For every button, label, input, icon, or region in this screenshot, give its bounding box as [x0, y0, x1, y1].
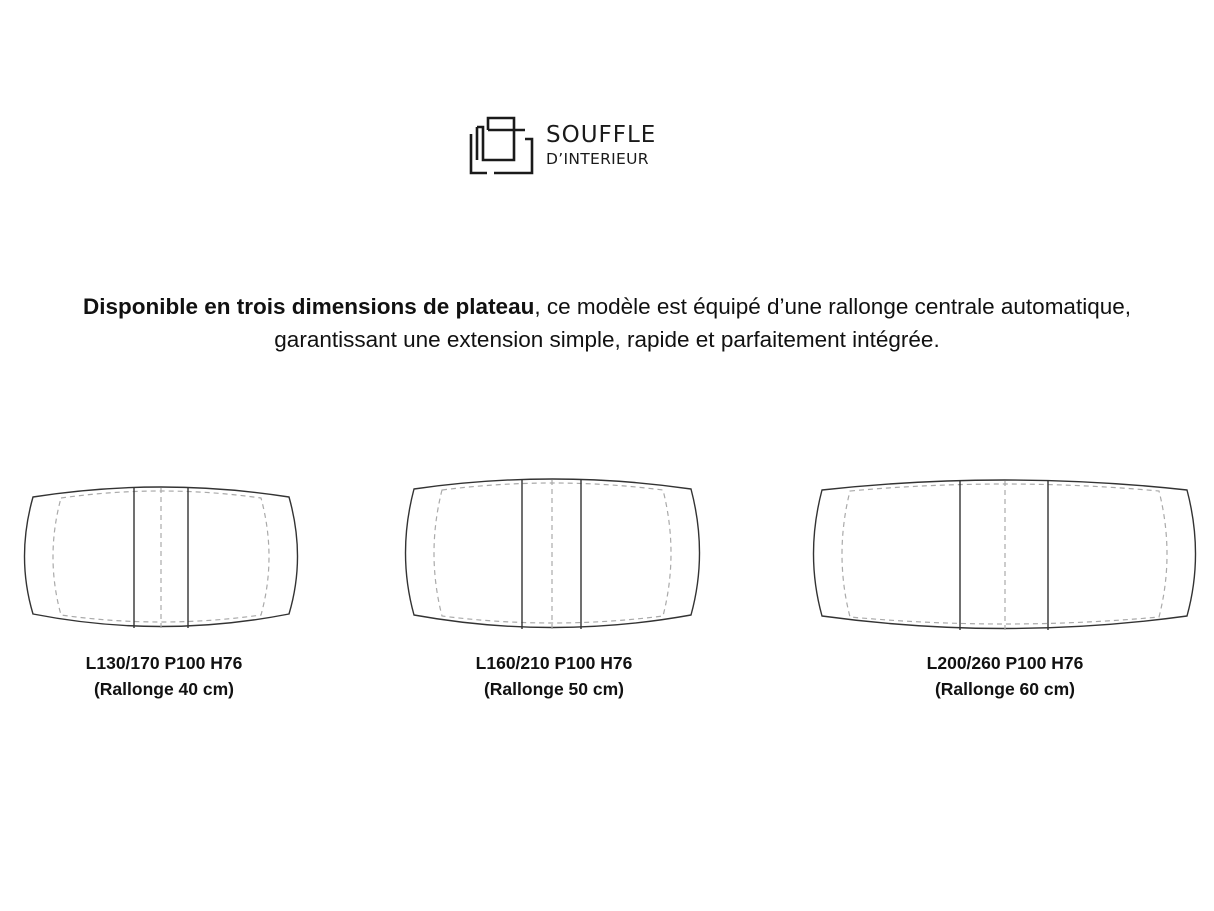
table-1-extension: (Rallonge 40 cm)	[93, 679, 235, 699]
table-3-label	[855, 650, 1155, 702]
brand-name: SOUFFLE	[546, 122, 657, 148]
intro-bold: Disponible en trois dimensions de plateau	[83, 294, 535, 319]
table-1-label	[14, 650, 314, 702]
brand-subname: D’INTERIEUR	[546, 150, 649, 168]
table-1-dims: L130/170 P100 H76	[85, 653, 243, 673]
table-2-label	[404, 650, 704, 702]
table-3-extension: (Rallonge 60 cm)	[934, 679, 1076, 699]
table-2-dims: L160/210 P100 H76	[475, 653, 633, 673]
intro-rest: , ce modèle est équipé d’une rallonge centrale automatique,	[534, 294, 1131, 319]
table-2-extension: (Rallonge 50 cm)	[483, 679, 625, 699]
intro-line2: garantissant une extension simple, rapide et parfaitement intégrée.	[274, 327, 940, 352]
table-3-dims: L200/260 P100 H76	[926, 653, 1084, 673]
